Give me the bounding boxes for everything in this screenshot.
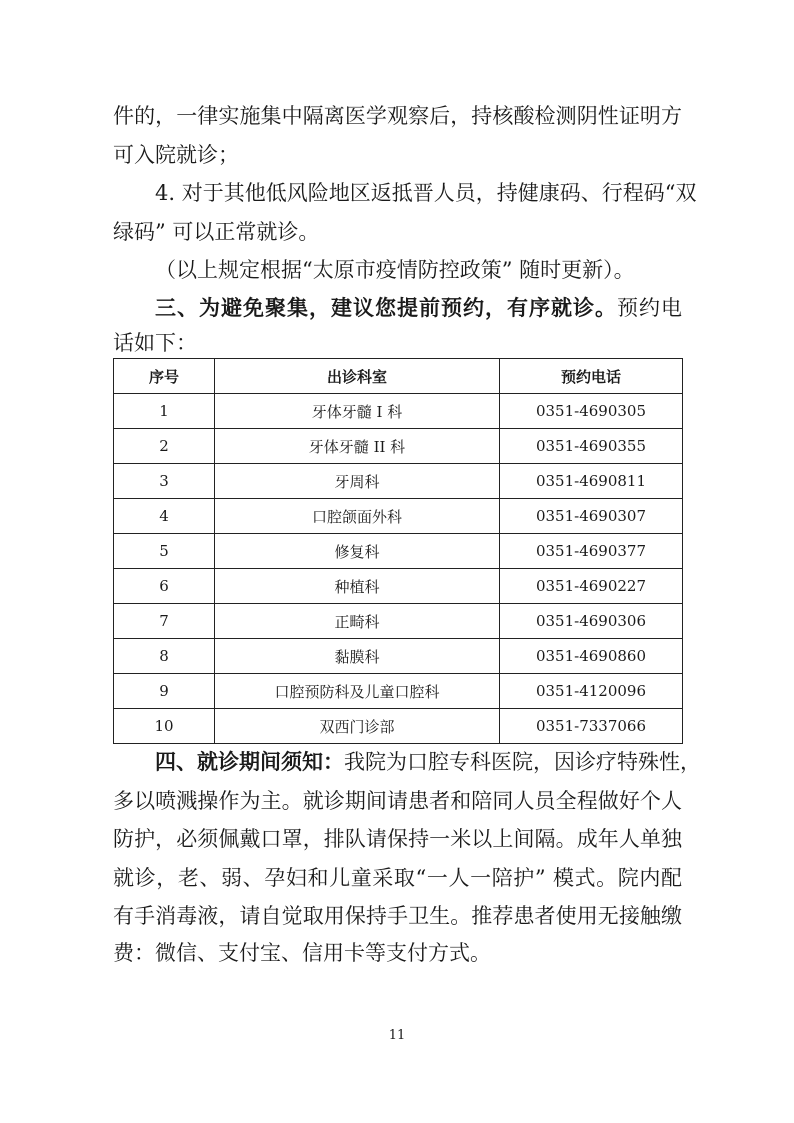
paragraph-line: 防护，必须佩戴口罩，排队请保持一米以上间隔。成年人单独 bbox=[113, 827, 682, 851]
row-index: 1 bbox=[114, 394, 215, 429]
row-index: 4 bbox=[114, 499, 215, 534]
row-phone: 0351-4120096 bbox=[500, 674, 683, 709]
table-row bbox=[114, 674, 683, 709]
header-department: 出诊科室 bbox=[215, 359, 500, 394]
table-row bbox=[114, 639, 683, 674]
row-phone: 0351-4690377 bbox=[500, 534, 683, 569]
paragraph-line: 就诊，老、弱、孕妇和儿童采取“一人一陪护” 模式。院内配 bbox=[113, 866, 682, 890]
row-department: 口腔颌面外科 bbox=[215, 499, 500, 534]
table-header-row bbox=[114, 359, 683, 394]
row-index: 7 bbox=[114, 604, 215, 639]
table-row bbox=[114, 569, 683, 604]
row-index: 5 bbox=[114, 534, 215, 569]
row-department: 修复科 bbox=[215, 534, 500, 569]
row-phone: 0351-4690307 bbox=[500, 499, 683, 534]
row-department: 正畸科 bbox=[215, 604, 500, 639]
row-phone: 0351-4690305 bbox=[500, 394, 683, 429]
table-row bbox=[114, 499, 683, 534]
section-heading-rest: 预约电 bbox=[617, 296, 682, 320]
table-row bbox=[114, 394, 683, 429]
row-index: 9 bbox=[114, 674, 215, 709]
section-heading-rest: 我院为口腔专科医院，因诊疗特殊性， bbox=[344, 750, 701, 774]
section-heading-bold: 四、就诊期间须知： bbox=[155, 750, 344, 774]
appointment-table bbox=[113, 358, 683, 744]
section-heading bbox=[155, 750, 701, 774]
paragraph-line: （以上规定根据“太原市疫情防控政策” 随时更新）。 bbox=[155, 258, 635, 282]
paragraph-line: 4. 对于其他低风险地区返抵晋人员，持健康码、行程码“双 bbox=[155, 181, 697, 205]
table-row bbox=[114, 464, 683, 499]
row-phone: 0351-4690355 bbox=[500, 429, 683, 464]
section-heading-bold: 三、为避免聚集，建议您提前预约，有序就诊。 bbox=[155, 296, 617, 320]
row-phone: 0351-4690227 bbox=[500, 569, 683, 604]
row-phone: 0351-7337066 bbox=[500, 709, 683, 744]
table-row bbox=[114, 534, 683, 569]
row-phone: 0351-4690811 bbox=[500, 464, 683, 499]
row-phone: 0351-4690306 bbox=[500, 604, 683, 639]
section-heading bbox=[155, 296, 682, 320]
row-index: 3 bbox=[114, 464, 215, 499]
row-index: 10 bbox=[114, 709, 215, 744]
row-department: 牙体牙髓 II 科 bbox=[215, 429, 500, 464]
table-row bbox=[114, 604, 683, 639]
paragraph-line: 有手消毒液，请自觉取用保持手卫生。推荐患者使用无接触缴 bbox=[113, 904, 682, 928]
table-row bbox=[114, 429, 683, 464]
row-department: 种植科 bbox=[215, 569, 500, 604]
paragraph-line: 话如下： bbox=[113, 331, 197, 355]
row-phone: 0351-4690860 bbox=[500, 639, 683, 674]
row-department: 黏膜科 bbox=[215, 639, 500, 674]
paragraph-line: 可入院就诊； bbox=[113, 143, 239, 167]
header-index: 序号 bbox=[114, 359, 215, 394]
paragraph-line: 多以喷溅操作为主。就诊期间请患者和陪同人员全程做好个人 bbox=[113, 789, 682, 813]
row-index: 6 bbox=[114, 569, 215, 604]
page-number: 11 bbox=[388, 1028, 406, 1043]
row-department: 口腔预防科及儿童口腔科 bbox=[215, 674, 500, 709]
row-department: 牙体牙髓 I 科 bbox=[215, 394, 500, 429]
row-index: 8 bbox=[114, 639, 215, 674]
paragraph-line: 绿码” 可以正常就诊。 bbox=[113, 220, 320, 244]
table-row bbox=[114, 709, 683, 744]
row-department: 双西门诊部 bbox=[215, 709, 500, 744]
row-index: 2 bbox=[114, 429, 215, 464]
paragraph-line: 件的，一律实施集中隔离医学观察后，持核酸检测阴性证明方 bbox=[113, 104, 682, 128]
row-department: 牙周科 bbox=[215, 464, 500, 499]
paragraph-line: 费：微信、支付宝、信用卡等支付方式。 bbox=[113, 941, 491, 965]
header-phone: 预约电话 bbox=[500, 359, 683, 394]
